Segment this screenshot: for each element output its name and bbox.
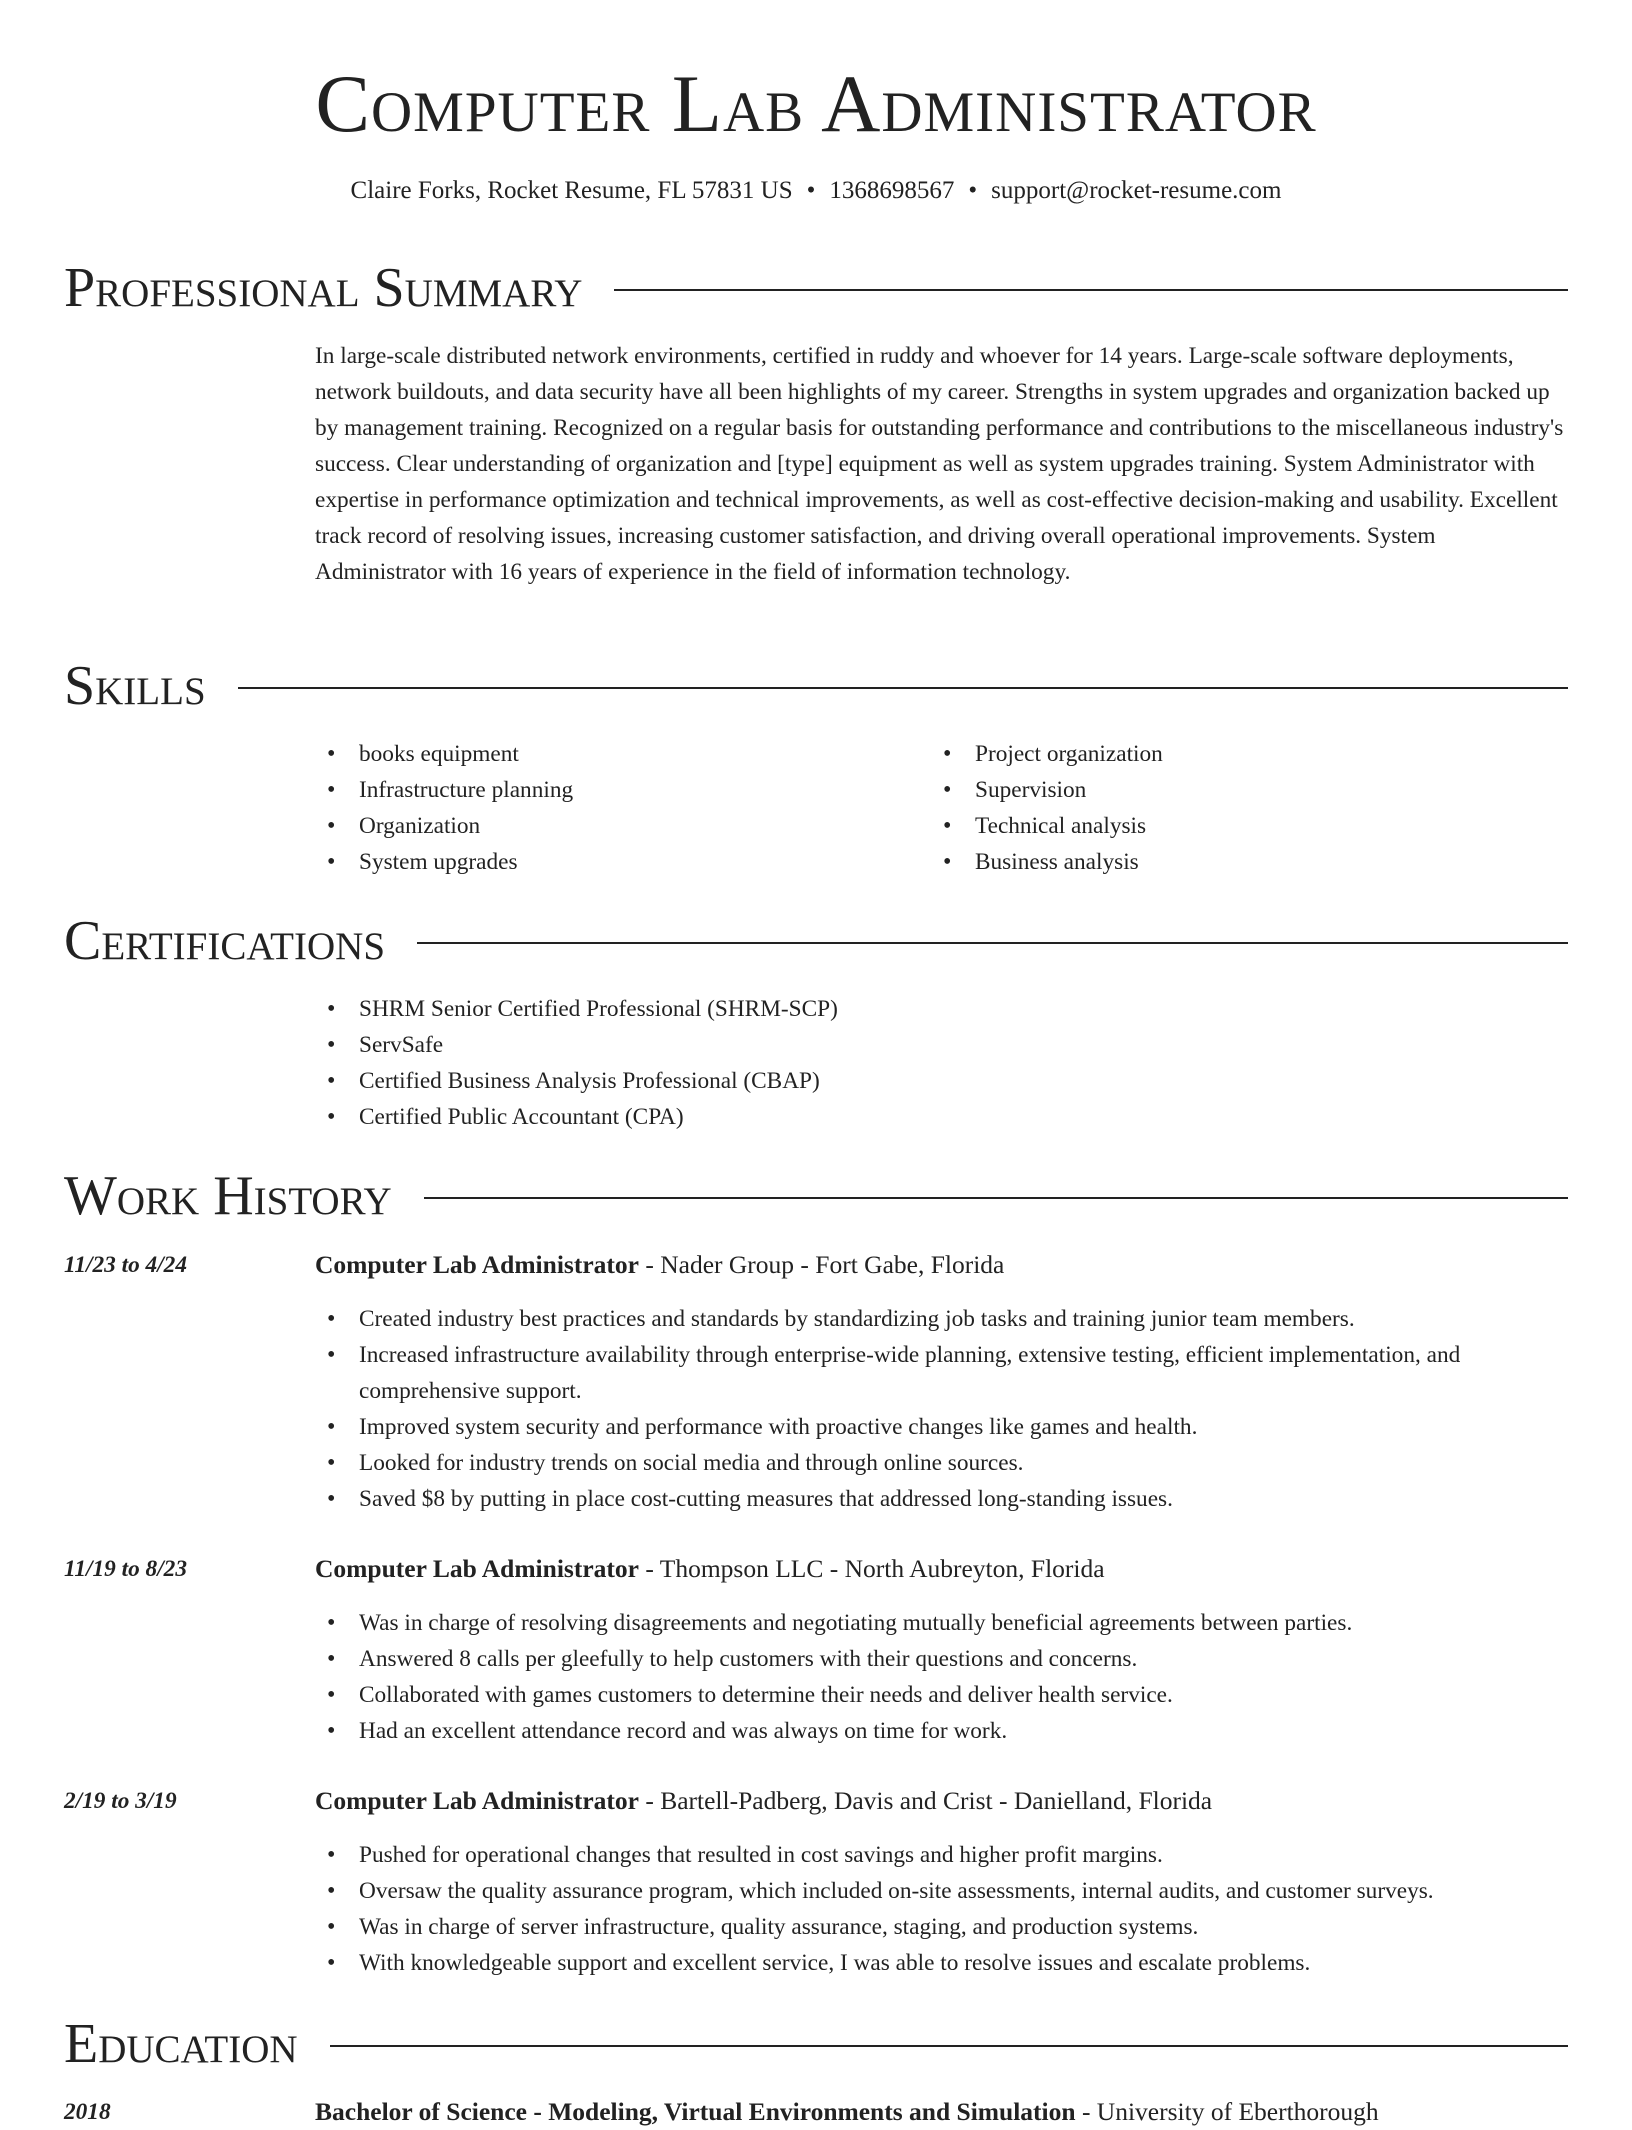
job-bullet: • Was in charge of server infrastructure, quality assurance, staging, and production systems. xyxy=(315,1909,1565,1945)
certification-item: • Certified Business Analysis Professional (CBAP) xyxy=(315,1063,1565,1099)
job-dates: 11/19 to 8/23 xyxy=(64,1556,187,1582)
skills-list-right xyxy=(931,736,1491,880)
contact-email: support@rocket-resume.com xyxy=(991,177,1282,204)
contact-separator: • xyxy=(968,177,978,204)
skill-item: • System upgrades xyxy=(315,844,875,880)
skill-item: • Supervision xyxy=(931,772,1491,808)
job-bullet: • Created industry best practices and standards by standardizing job tasks and training junior team members. xyxy=(315,1301,1565,1337)
resume-title: Computer Lab Administrator xyxy=(315,58,1317,149)
section-divider xyxy=(614,289,1568,291)
job-bullet: • Saved $8 by putting in place cost-cutting measures that addressed long-standing issues. xyxy=(315,1481,1565,1517)
certification-item: • SHRM Senior Certified Professional (SHRM-SCP) xyxy=(315,991,1565,1027)
job-bullet: • Answered 8 calls per gleefully to help customers with their questions and concerns. xyxy=(315,1641,1565,1677)
job-bullet: • Was in charge of resolving disagreements and negotiating mutually beneficial agreements between parties. xyxy=(315,1605,1565,1641)
section-title-summary: Professional Summary xyxy=(64,257,583,319)
certification-item: • Certified Public Accountant (CPA) xyxy=(315,1099,1565,1135)
job-bullet: • Oversaw the quality assurance program, which included on-site assessments, internal audits, and customer surveys. xyxy=(315,1873,1565,1909)
job-employer: - Nader Group - Fort Gabe, Florida xyxy=(638,1250,1005,1279)
job-bullet: • Looked for industry trends on social media and through online sources. xyxy=(315,1445,1565,1481)
job-bullet: • Collaborated with games customers to determine their needs and deliver health service. xyxy=(315,1677,1565,1713)
contact-phone: 1368698567 xyxy=(829,177,955,204)
section-header-education xyxy=(64,2009,1568,2079)
job-title: Computer Lab Administrator xyxy=(315,1250,639,1279)
contact-address: Claire Forks, Rocket Resume, FL 57831 US xyxy=(350,177,793,204)
section-title-certifications: Certifications xyxy=(64,910,386,972)
job-heading xyxy=(315,1247,1565,1283)
job-bullet: • Had an excellent attendance record and was always on time for work. xyxy=(315,1713,1565,1749)
education-degree: Bachelor of Science - Modeling, Virtual Environments and Simulation xyxy=(315,2097,1076,2126)
job-dates: 11/23 to 4/24 xyxy=(64,1252,187,1278)
job-heading xyxy=(315,1551,1565,1587)
job-bullet: • Increased infrastructure availability through enterprise-wide planning, extensive testing, efficient implementation, and comprehensive support. xyxy=(315,1337,1565,1409)
skills-list-left xyxy=(315,736,875,880)
skill-item: • Infrastructure planning xyxy=(315,772,875,808)
job-bullets xyxy=(315,1837,1565,1981)
skill-item: • Project organization xyxy=(931,736,1491,772)
section-header-skills xyxy=(64,651,1568,721)
job-title: Computer Lab Administrator xyxy=(315,1554,639,1583)
section-divider xyxy=(424,1197,1568,1199)
section-header-certifications xyxy=(64,906,1568,976)
section-title-skills: Skills xyxy=(64,655,206,717)
education-date: 2018 xyxy=(64,2099,111,2125)
certifications-list xyxy=(315,991,1565,1135)
job-title: Computer Lab Administrator xyxy=(315,1786,639,1815)
contact-separator: • xyxy=(806,177,816,204)
job-bullets xyxy=(315,1301,1565,1517)
education-school: - University of Eberthorough xyxy=(1075,2097,1379,2126)
skill-item: • Business analysis xyxy=(931,844,1491,880)
contact-line xyxy=(0,174,1632,208)
job-bullet: • With knowledgeable support and excellent service, I was able to resolve issues and escalate problems. xyxy=(315,1945,1565,1981)
section-divider xyxy=(238,687,1568,689)
summary-text: In large-scale distributed network environments, certified in ruddy and whoever for 14 years. Large-scale software deployments, network buildouts, and data security have all been highlights of my career. Strengths in system upgrades and organization backed up by management training. Recognized on a regular basis for outstanding performance and contributions to the miscellaneous industry's success. Clear understanding of organization and [type] equipment as well as system upgrades training. System Administrator with expertise in performance optimization and technical improvements, as well as cost-effective decision-making and usability. Excellent track record of resolving issues, increasing customer satisfaction, and driving overall operational improvements. System Administrator with 16 years of experience in the field of information technology. xyxy=(315,343,1564,585)
job-bullet: • Improved system security and performance with proactive changes like games and health. xyxy=(315,1409,1565,1445)
job-employer: - Thompson LLC - North Aubreyton, Florida xyxy=(638,1554,1105,1583)
job-dates: 2/19 to 3/19 xyxy=(64,1788,177,1814)
section-title-education: Education xyxy=(64,2013,298,2075)
skill-item: • Technical analysis xyxy=(931,808,1491,844)
section-header-work-history xyxy=(64,1161,1568,1231)
job-bullets xyxy=(315,1605,1565,1749)
section-divider xyxy=(330,2045,1568,2047)
section-title-work-history: Work History xyxy=(64,1165,392,1227)
section-header-summary xyxy=(64,253,1568,323)
skill-item: • Organization xyxy=(315,808,875,844)
job-employer: - Bartell-Padberg, Davis and Crist - Danielland, Florida xyxy=(638,1786,1213,1815)
education-heading xyxy=(315,2094,1565,2130)
section-divider xyxy=(417,942,1568,944)
certification-item: • ServSafe xyxy=(315,1027,1565,1063)
job-bullet: • Pushed for operational changes that resulted in cost savings and higher profit margins. xyxy=(315,1837,1565,1873)
skill-item: • books equipment xyxy=(315,736,875,772)
job-heading xyxy=(315,1783,1565,1819)
